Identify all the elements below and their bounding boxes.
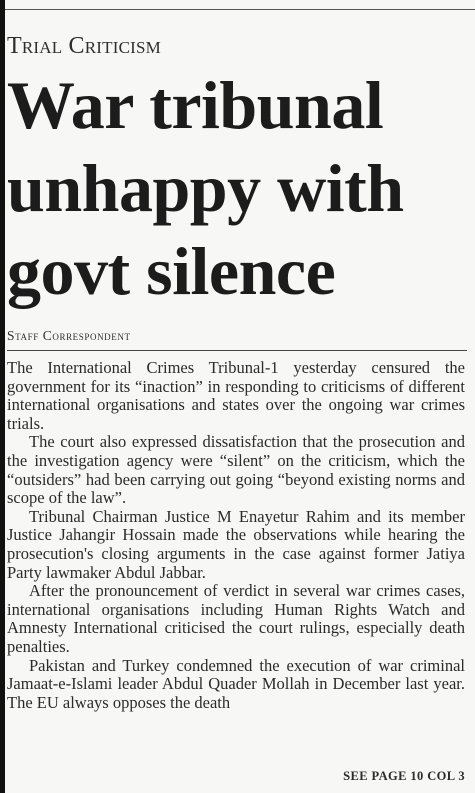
paragraph-3: Tribunal Chairman Justice M Enayetur Rahim and its member Justice Jahangir Hossain made the observations while hearing the prosecution's closing arguments in the case against former Jatiya Party lawmaker Abdul Jabbar. xyxy=(7,506,465,582)
byline-rule xyxy=(7,350,467,351)
paragraph-5: Pakistan and Turkey condemned the execution of war criminal Jamaat-e-Islami leader Abdul Quader Mollah in December last year. The EU always opposes the death xyxy=(7,655,465,712)
byline: Staff Correspondent xyxy=(7,328,131,343)
headline-line-2: unhappy with xyxy=(7,150,404,226)
continuation-jump: SEE PAGE 10 COL 3 xyxy=(343,769,465,783)
headline xyxy=(7,64,475,313)
headline-line-3: govt silence xyxy=(7,233,336,309)
paragraph-2: The court also expressed dissatisfaction that the prosecution and the investigation agency were “silent” on the criticism, which the “outsiders” had been carrying out going “beyond existing norms and scope of the law”. xyxy=(7,432,465,508)
article-body xyxy=(7,359,465,712)
paragraph-4: After the pronouncement of verdict in several war crimes cases, international organisations including Human Rights Watch and Amnesty International criticised the court rulings, especially death penalties. xyxy=(7,581,465,656)
headline-line-1: War tribunal xyxy=(7,67,384,143)
kicker: Trial Criticism xyxy=(7,33,161,59)
top-rule xyxy=(5,9,475,10)
paragraph-1: The International Crimes Tribunal-1 yesterday censured the government for its “inaction” in responding to criticisms of different international organisations and states over the ongoing war crimes trials. xyxy=(7,358,465,433)
page-edge-bar xyxy=(0,0,5,793)
